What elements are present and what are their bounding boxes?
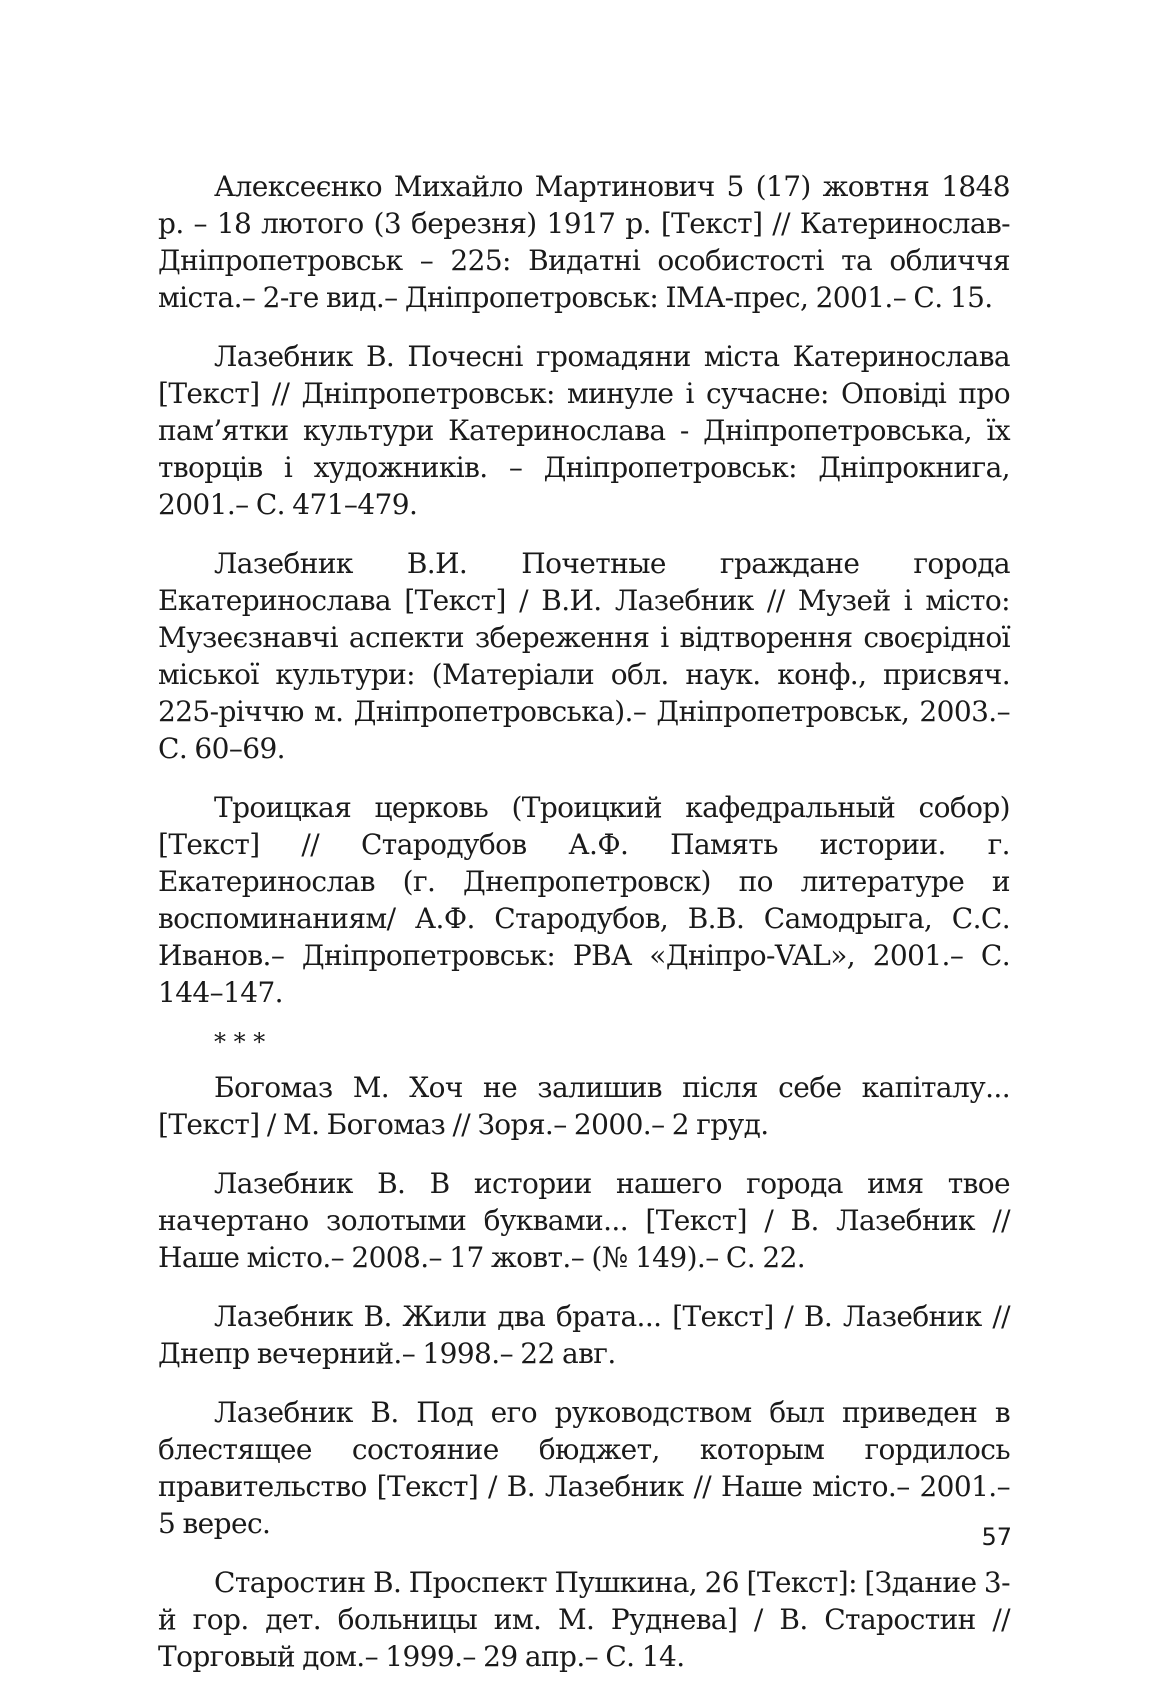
bibliography-entry: Лазебник В. Почесні громадяни міста Катеринослава [Текст] // Дніпропетровськ: минуле і сучасне: Оповіді про пам’ятки культури Катеринослава - Дніпропетровська, їх творців і художників. – Дніпропетровськ: Дніпрокнига, 2001.– С. 471–479. <box>158 340 1010 521</box>
bibliography-entry: Лазебник В.И. Почетные граждане города Екатеринослава [Текст] / В.И. Лазебник // Музей і місто: Музеєзнавчі аспекти збереження і відтворення своєрідної міської культури: (Матеріали обл. наук. конф., присвяч. 225-річчю м. Дніпропетровська).– Дніпропетровськ, 2003.– С. 60–69. <box>158 547 1010 765</box>
bibliography-entry: Лазебник В. Под его руководством был приведен в блестящее состояние бюджет, которым гордилось правительство [Текст] / В. Лазебник // Наше місто.– 2001.– 5 верес. <box>158 1396 1010 1540</box>
bibliography-entry: Троицкая церковь (Троицкий кафедральный собор) [Текст] // Стародубов А.Ф. Память истории. г. Екатеринослав (г. Днепропетровск) по литературе и воспоминаниям/ А.Ф. Стародубов, В.В. Самодрыга, С.С. Иванов.– Дніпропетровськ: РВА «Дніпро-VAL», 2001.– С. 144–147. <box>158 791 1010 1009</box>
bibliography-page <box>158 168 1010 1697</box>
bibliography-entry: Алексеєнко Михайло Мартинович 5 (17) жовтня 1848 р. – 18 лютого (3 березня) 1917 р. [Текст] // Катеринослав-Дніпропетровськ – 225: Видатні особистості та обличчя міста.– 2-ге вид.– Дніпропетровськ: ІМА-прес, 2001.– С. 15. <box>158 170 1010 314</box>
bibliography-entry: Богомаз М. Хоч не залишив після себе капіталу... [Текст] / М. Богомаз // Зоря.– 2000.– 2 груд. <box>158 1071 1010 1141</box>
bibliography-entry: Лазебник В. В истории нашего города имя твое начертано золотыми буквами... [Текст] / В. Лазебник // Наше місто.– 2008.– 17 жовт.– (№ 149).– С. 22. <box>158 1167 1010 1274</box>
bibliography-entry: Лазебник В. Жили два брата... [Текст] / В. Лазебник // Днепр вечерний.– 1998.– 22 авг. <box>158 1300 1010 1370</box>
section-separator: * * * <box>214 1028 266 1056</box>
bibliography-entry: Старостин В. Проспект Пушкина, 26 [Текст]: [Здание 3-й гор. дет. больницы им. М. Руднева] / В. Старостин // Торговый дом.– 1999.– 29 апр.– С. 14. <box>158 1566 1010 1673</box>
page-number: 57 <box>981 1523 1012 1551</box>
